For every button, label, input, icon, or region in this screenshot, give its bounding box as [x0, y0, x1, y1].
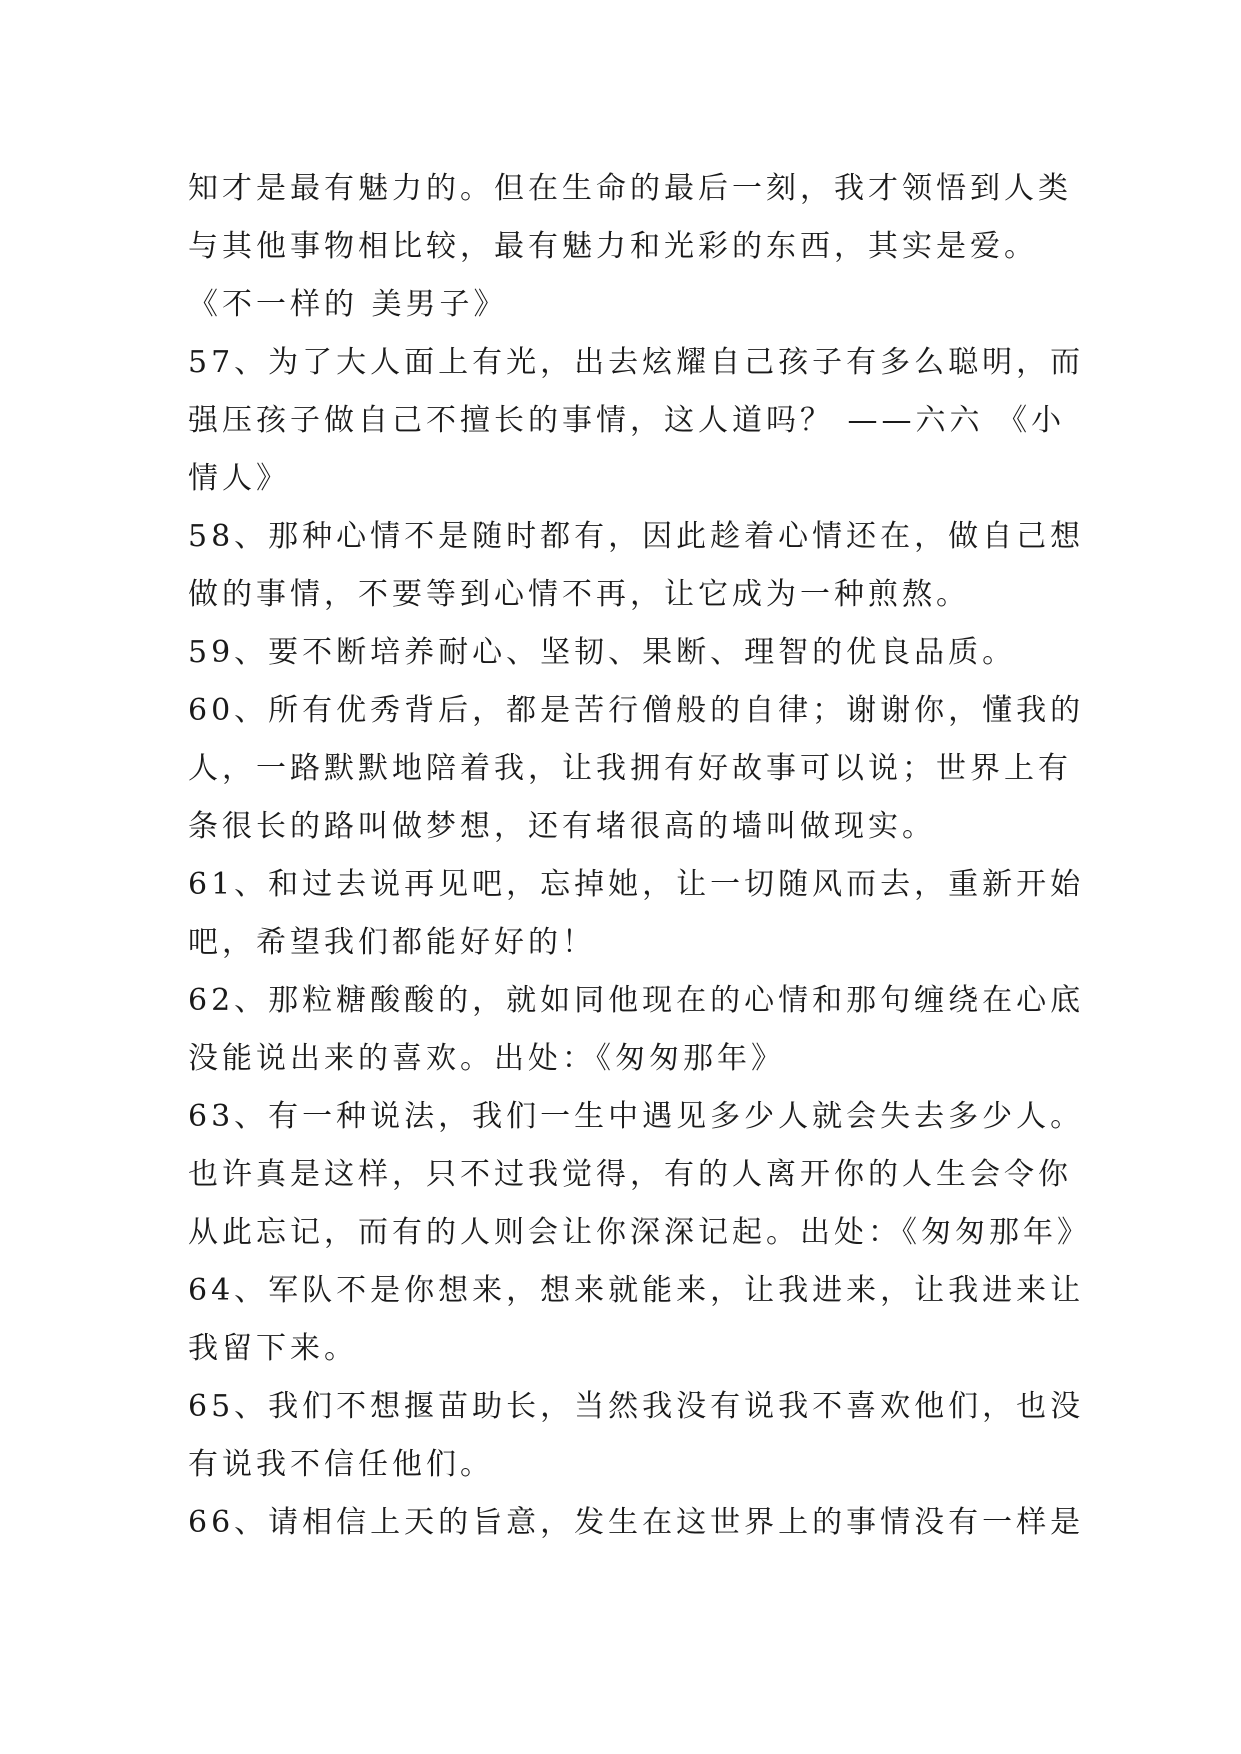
text-line: 58、那种心情不是随时都有，因此趁着心情还在，做自己想	[188, 519, 1085, 554]
text-line: 也许真是这样，只不过我觉得，有的人离开你的人生会令你	[188, 1157, 1072, 1192]
text-line: 59、要不断培养耐心、坚韧、果断、理智的优良品质。	[188, 635, 1017, 670]
text-line: 《不一样的 美男子》	[188, 287, 508, 322]
text-line: 57、为了大人面上有光，出去炫耀自己孩子有多么聪明，而	[188, 345, 1085, 380]
text-line: 情人》	[188, 461, 290, 496]
text-line: 与其他事物相比较，最有魅力和光彩的东西，其实是爱。	[188, 229, 1038, 264]
text-line: 从此忘记，而有的人则会让你深深记起。出处：《匆匆那年》	[188, 1215, 1091, 1250]
text-line: 61、和过去说再见吧，忘掉她，让一切随风而去，重新开始	[188, 867, 1085, 902]
text-line: 60、所有优秀背后，都是苦行僧般的自律；谢谢你，懂我的	[188, 693, 1085, 728]
text-line: 有说我不信任他们。	[188, 1447, 494, 1482]
text-line: 人，一路默默地陪着我，让我拥有好故事可以说；世界上有	[188, 751, 1072, 786]
text-line: 吧，希望我们都能好好的！	[188, 925, 596, 960]
text-line: 63、有一种说法，我们一生中遇见多少人就会失去多少人。	[188, 1099, 1085, 1134]
text-line: 我留下来。	[188, 1331, 358, 1366]
text-line: 知才是最有魅力的。但在生命的最后一刻，我才领悟到人类	[188, 171, 1072, 206]
body-text	[188, 160, 1091, 1552]
text-line: 条很长的路叫做梦想，还有堵很高的墙叫做现实。	[188, 809, 936, 844]
text-line: 没能说出来的喜欢。出处：《匆匆那年》	[188, 1041, 785, 1076]
text-line: 64、军队不是你想来，想来就能来，让我进来，让我进来让	[188, 1273, 1085, 1308]
text-line: 做的事情，不要等到心情不再，让它成为一种煎熬。	[188, 577, 970, 612]
text-line: 65、我们不想揠苗助长，当然我没有说我不喜欢他们，也没	[188, 1389, 1085, 1424]
text-line: 62、那粒糖酸酸的，就如同他现在的心情和那句缠绕在心底	[188, 983, 1085, 1018]
text-line: 强压孩子做自己不擅长的事情，这人道吗？ ——六六 《小	[188, 403, 1066, 438]
text-line: 66、请相信上天的旨意，发生在这世界上的事情没有一样是	[188, 1505, 1085, 1540]
